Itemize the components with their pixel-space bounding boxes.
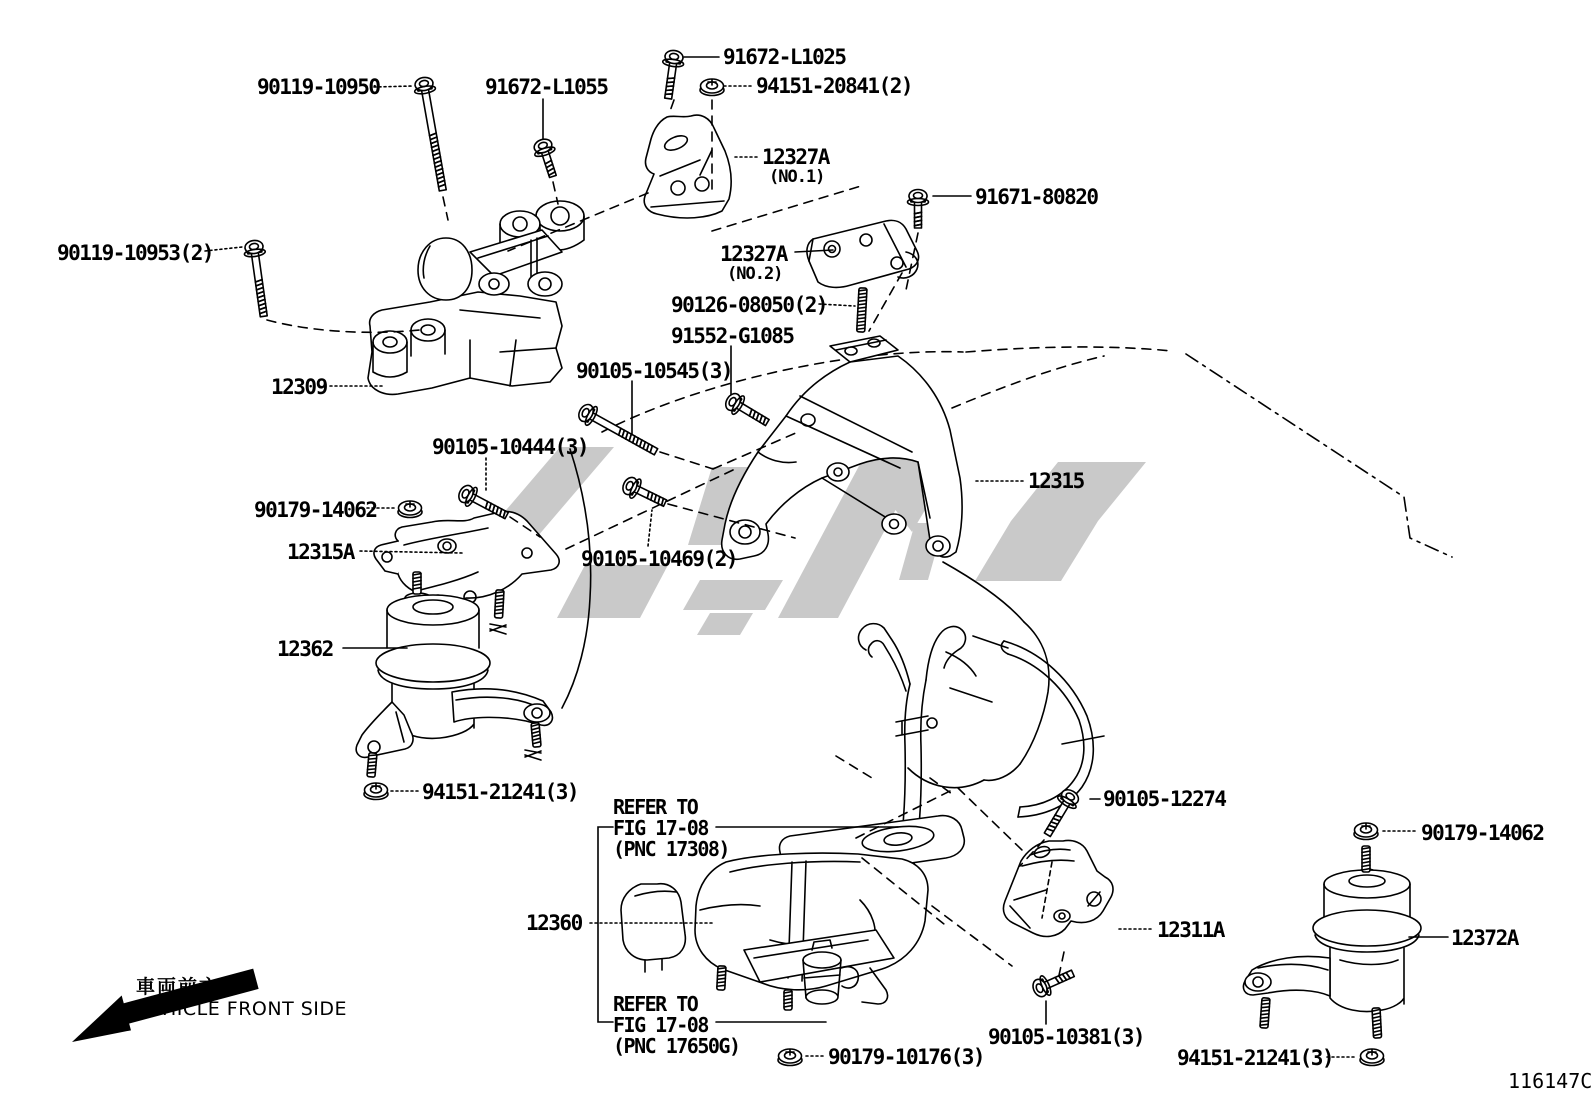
part-label-12327A-no2 — [720, 243, 787, 284]
part-label-12372A: 12372A — [1451, 926, 1518, 950]
part-label-90119-10950: 90119-10950 — [257, 75, 380, 99]
part-label-12309: 12309 — [271, 375, 327, 399]
part-label-90179-14062-left: 90179-14062 — [254, 498, 377, 522]
stud-bolt-icon-12360-stud — [717, 966, 726, 990]
part-label-90105-10469: 90105-10469(2) — [581, 547, 738, 571]
bolt-icon-10469 — [620, 474, 670, 513]
part-label-91552-G1085: 91552-G1085 — [671, 324, 794, 348]
refer-note-line: (PNC 17650G) — [613, 1034, 740, 1058]
stud-bolt-icon-12372A-left-stud — [1260, 998, 1270, 1028]
part-number-suffix: (NO.2) — [727, 264, 783, 284]
part-label-90105-10444: 90105-10444(3) — [432, 435, 589, 459]
part-drawing-12315A — [374, 511, 559, 613]
part-label-94151-21241-right: 94151-21241(3) — [1177, 1046, 1334, 1070]
part-label-12362: 12362 — [277, 637, 333, 661]
part-drawing-12309 — [368, 201, 584, 394]
part-label-90105-12274: 90105-12274 — [1103, 787, 1226, 811]
part-label-94151-21241-left: 94151-21241(3) — [422, 780, 579, 804]
flange-nut-icon-21241-left — [364, 783, 388, 800]
part-label-12315A: 12315A — [287, 540, 354, 564]
stud-bolt-icon-12372A-right-stud — [1372, 1008, 1382, 1038]
refer-note-line: FIG 17-08 — [613, 1013, 708, 1037]
refer-note-line: FIG 17-08 — [613, 816, 708, 840]
stud-bolt-icon-12315A-stud — [495, 590, 504, 618]
part-label-90105-10545: 90105-10545(3) — [576, 359, 733, 383]
bolt-icon-80820 — [908, 190, 929, 229]
part-number: 12327A — [762, 145, 829, 169]
part-label-91672-L1055: 91672-L1055 — [485, 75, 608, 99]
stud-bolt-icon-12362-left-stud — [367, 753, 377, 778]
bolt-icon-10381 — [1030, 964, 1077, 1000]
stud-bolt-icon-12372A-top-stud — [1362, 846, 1370, 872]
orientation-note-en: VEHICLE FRONT SIDE — [136, 998, 348, 1020]
refer-note-top — [613, 797, 729, 860]
spring-washer-icon-12362-spring-washer — [525, 750, 541, 760]
bolt-icon-L1055 — [531, 137, 563, 180]
part-label-90126-08050: 90126-08050(2) — [671, 293, 828, 317]
part-label-12327A-no1 — [762, 146, 829, 187]
part-number: 12327A — [720, 242, 787, 266]
part-label-90179-10176: 90179-10176(3) — [828, 1045, 985, 1069]
part-label-91671-80820: 91671-80820 — [975, 185, 1098, 209]
part-drawing-12327A-no1 — [644, 115, 731, 218]
part-label-12315: 12315 — [1028, 469, 1084, 493]
part-number-suffix: (NO.1) — [769, 167, 825, 187]
flange-nut-icon-10176 — [778, 1049, 802, 1066]
part-label-91672-L1025: 91672-L1025 — [723, 45, 846, 69]
part-drawing-12372A — [1243, 869, 1421, 1012]
part-drawing-12311A — [1003, 840, 1113, 936]
bolt-icon-10950 — [413, 76, 454, 192]
flange-nut-icon-20841 — [700, 79, 724, 96]
bolt-icon-10953 — [243, 239, 274, 318]
refer-note-bottom — [613, 994, 740, 1057]
bolt-icon-L1025 — [658, 49, 686, 100]
part-label-90105-10381: 90105-10381(3) — [988, 1025, 1145, 1049]
part-label-90179-14062-right: 90179-14062 — [1421, 821, 1544, 845]
part-drawing-12362 — [356, 593, 552, 757]
part-label-12360: 12360 — [526, 911, 582, 935]
refer-note-line: (PNC 17308) — [613, 837, 729, 861]
part-drawing-12327A-no2 — [807, 220, 919, 287]
stud-bolt-icon-08050 — [857, 288, 867, 332]
stud-bolt-icon-12360-small-bolt — [784, 990, 792, 1010]
stud-bolt-icon-12362-right-stud — [531, 723, 541, 748]
spring-washer-icon-12315A-spring-washer — [490, 624, 506, 634]
diagram-code: 116147C — [1508, 1069, 1592, 1093]
part-label-90119-10953: 90119-10953(2) — [57, 241, 214, 265]
stud-bolt-icon-12362-top-stud — [413, 572, 421, 594]
orientation-note-jp: 車両前方 — [136, 976, 221, 998]
refer-note-line: REFER TO — [613, 795, 698, 819]
flange-nut-icon-14062-left — [398, 501, 422, 518]
part-label-94151-20841: 94151-20841(2) — [756, 74, 913, 98]
flange-nut-icon-14062-right — [1354, 823, 1378, 840]
bolt-icon-G1085 — [722, 390, 773, 432]
part-label-12311A: 12311A — [1157, 918, 1224, 942]
refer-note-line: REFER TO — [613, 992, 698, 1016]
flange-nut-icon-21241-right — [1360, 1049, 1384, 1066]
